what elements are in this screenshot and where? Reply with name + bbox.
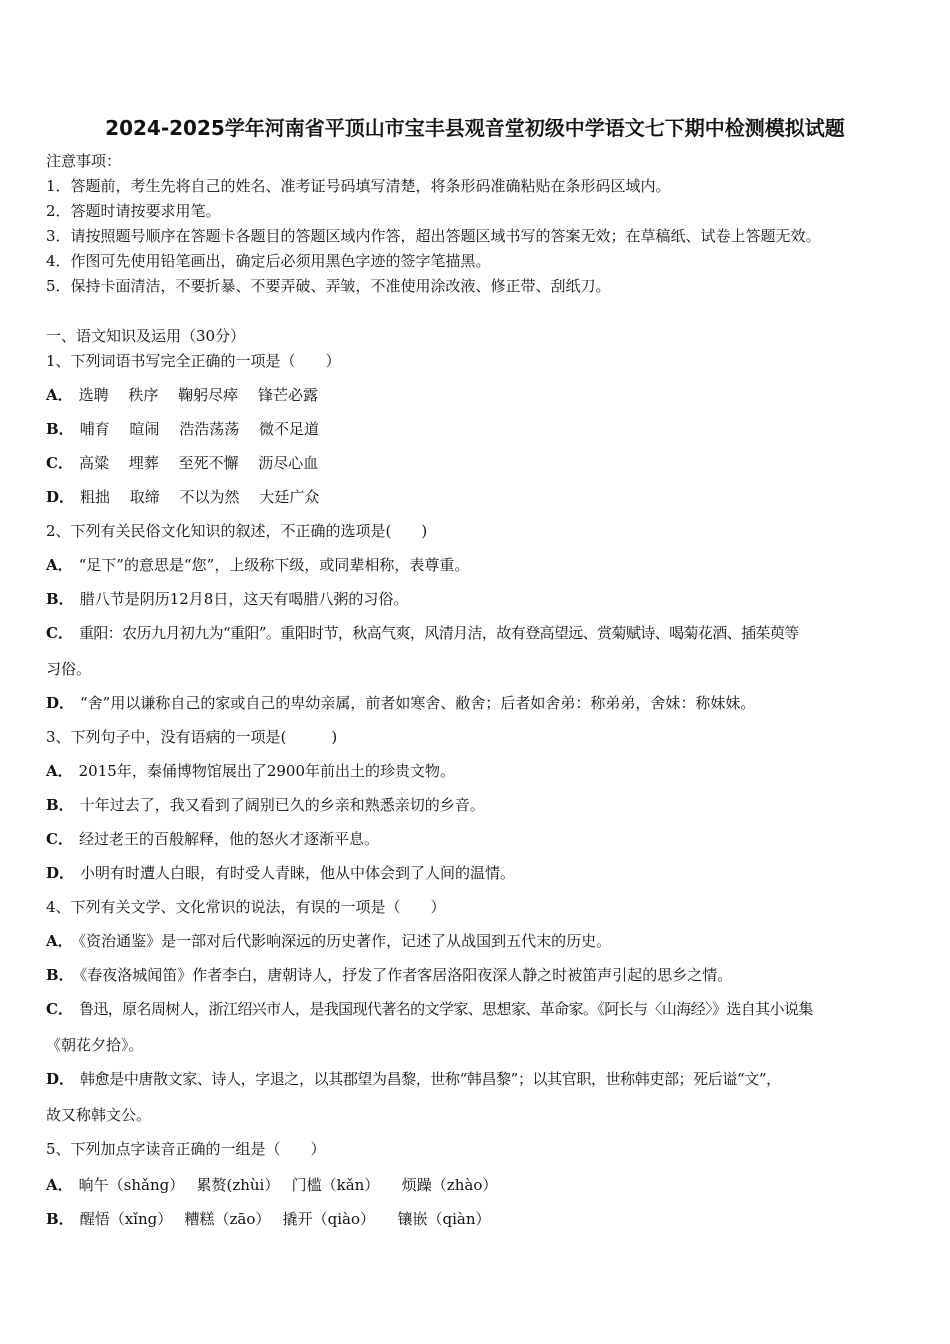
- question-stem: 1、下列词语书写完全正确的一项是（ ）: [46, 352, 341, 370]
- option-label: C．: [46, 830, 73, 848]
- option-text: 重阳：农历九月初九为“重阳”。重阳时节，秋高气爽，风清月洁，故有登高望远、赏菊赋诗、喝菊花酒、插茱萸等: [78, 624, 799, 642]
- option-text: 《资治通鉴》是一部对后代影响深远的历史著作，记述了从战国到五代末的历史。: [78, 932, 612, 950]
- option-text: 醒悟（xǐng） 糟糕（zāo） 撬开（qiào） 镶嵌（qiàn）: [79, 1210, 491, 1228]
- question-stem: 4、下列有关文学、文化常识的说法，有误的一项是（ ）: [46, 898, 446, 916]
- option-text: 选聘 秩序 鞠躬尽瘁 锋芒必露: [78, 386, 318, 404]
- notice-item: 5．保持卡面清洁，不要折暴、不要弄破、弄皱，不准使用涂改液、修正带、刮纸刀。: [46, 277, 611, 295]
- notice-item: 2．答题时请按要求用笔。: [46, 202, 221, 220]
- option-text: 小明有时遭人白眼，有时受人青睐，他从中体会到了人间的温情。: [80, 864, 516, 882]
- option-label: C．: [46, 624, 73, 642]
- option-label: C．: [46, 1000, 73, 1018]
- option-label: A．: [46, 1176, 73, 1194]
- option-continuation: 《朝花夕拾》。: [46, 1036, 144, 1054]
- option-text: 经过老王的百般解释，他的怒火才逐渐平息。: [78, 830, 379, 848]
- option-line: [46, 1069, 781, 1089]
- option-label: D．: [46, 1070, 75, 1088]
- option-text: 韩愈是中唐散文家、诗人，字退之，以其郡望为昌黎，世称“韩昌黎”；以其官职，世称韩吏部；死后谥“文”，: [80, 1070, 781, 1088]
- option-label: B．: [46, 1210, 74, 1228]
- option-label: D．: [46, 694, 75, 712]
- option-text: 2015年，秦俑博物馆展出了2900年前出土的珍贵文物。: [78, 762, 455, 780]
- option-label: C．: [46, 454, 73, 472]
- option-text: 晌午（shǎng） 累赘(zhùi） 门槛（kǎn） 烦躁（zhào）: [78, 1176, 498, 1194]
- option-line: [46, 555, 469, 575]
- option-text: 《春夜洛城闻笛》作者李白，唐朝诗人，抒发了作者客居洛阳夜深人静之时被笛声引起的思乡之情。: [79, 966, 733, 984]
- option-line: [46, 761, 455, 781]
- option-text: 粗拙 取缔 不以为然 大廷广众: [80, 488, 320, 506]
- notice-heading: 注意事项：: [46, 152, 122, 170]
- option-label: A．: [46, 386, 73, 404]
- option-label: A．: [46, 556, 73, 574]
- option-label: D．: [46, 488, 75, 506]
- page-title: 2024-2025学年河南省平顶山市宝丰县观音堂初级中学语文七下期中检测模拟试题: [105, 116, 845, 140]
- question-stem: 5、下列加点字读音正确的一组是（ ）: [46, 1140, 326, 1158]
- option-label: D．: [46, 864, 75, 882]
- option-line: [46, 419, 319, 439]
- option-line: [46, 693, 755, 713]
- notice-item: 1．答题前，考生先将自己的姓名、准考证号码填写清楚，将条形码准确粘贴在条形码区域内。: [46, 177, 671, 195]
- option-label: B．: [46, 590, 74, 608]
- option-text: 高粱 埋葬 至死不懈 沥尽心血: [78, 454, 319, 472]
- option-text: “舍”用以谦称自己的家或自己的卑幼亲属，前者如寒舍、敝舍；后者如舍弟：称弟弟，舍妹：称妹妹。: [80, 694, 756, 712]
- option-label: A．: [46, 932, 73, 950]
- option-line: [46, 487, 319, 507]
- option-label: B．: [46, 420, 74, 438]
- option-continuation: 习俗。: [46, 660, 92, 678]
- option-line: [46, 999, 813, 1019]
- option-text: 十年过去了，我又看到了阔别已久的乡亲和熟悉亲切的乡音。: [79, 796, 485, 814]
- option-line: [46, 965, 732, 985]
- option-label: B．: [46, 796, 74, 814]
- option-text: 腊八节是阴历12月8日，这天有喝腊八粥的习俗。: [79, 590, 409, 608]
- option-line: [46, 623, 799, 643]
- question-stem: 3、下列句子中，没有语病的一项是( ): [46, 728, 338, 746]
- option-line: [46, 829, 379, 849]
- option-text: 鲁迅，原名周树人，浙江绍兴市人，是我国现代著名的文学家、思想家、革命家。《阿长与〈山海经〉》选自其小说集: [78, 1000, 813, 1018]
- option-text: 哺育 暄闹 浩浩荡荡 微不足道: [79, 420, 319, 438]
- notice-item: 3．请按照题号顺序在答题卡各题目的答题区域内作答，超出答题区域书写的答案无效；在草稿纸、试卷上答题无效。: [46, 227, 821, 245]
- option-line: [46, 795, 485, 815]
- option-line: [46, 1209, 491, 1229]
- option-label: A．: [46, 762, 73, 780]
- notice-item: 4．作图可先使用铅笔画出，确定后必须用黑色字迹的签字笔描黑。: [46, 252, 491, 270]
- section-heading: 一、语文知识及运用（30分）: [46, 327, 246, 345]
- option-label: B．: [46, 966, 74, 984]
- question-stem: 2、下列有关民俗文化知识的叙述，不正确的选项是( ): [46, 522, 428, 540]
- option-line: [46, 385, 318, 405]
- option-line: [46, 863, 515, 883]
- option-line: [46, 589, 408, 609]
- option-line: [46, 1175, 497, 1195]
- option-line: [46, 931, 611, 951]
- option-line: [46, 453, 318, 473]
- option-continuation: 故又称韩文公。: [46, 1106, 152, 1124]
- option-text: “足下”的意思是“您”，上级称下级，或同辈相称，表尊重。: [78, 556, 470, 574]
